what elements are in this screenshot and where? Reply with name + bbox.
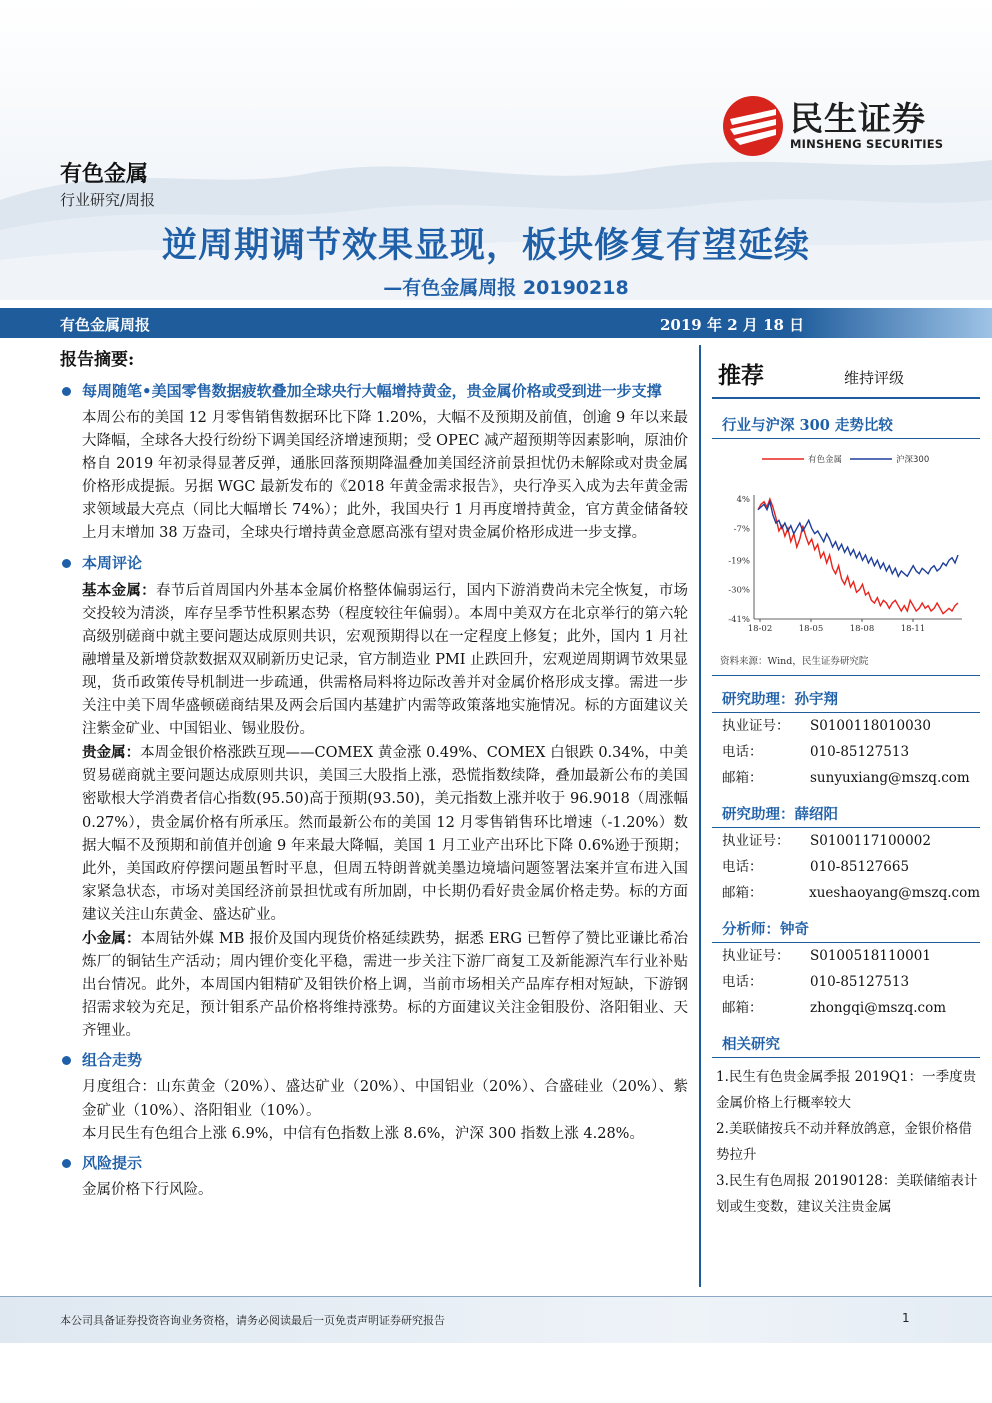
analyst-phone-row: [712, 969, 980, 995]
bullet-icon: [62, 387, 71, 396]
bar-report-date: 2019 年 2 月 18 日: [660, 316, 805, 334]
license-value: S0100518110001: [810, 948, 931, 964]
x-tick-label: 18-08: [849, 624, 875, 634]
email-label: 邮箱：: [722, 770, 763, 786]
related-research-list: [712, 1064, 980, 1220]
report-type: 行业研究/周报: [60, 191, 156, 209]
y-tick-label: -7%: [733, 524, 750, 535]
analyst-card: [712, 918, 980, 1021]
base-metals-paragraph: 基本金属：春节后首周国内外基本金属价格整体偏弱运行，国内下游消费尚未完全恢复，市场交投较为清淡，库存呈季节性积累态势（程度较往年偏弱）。本周中美双方在北京举行的第六轮高级别磋商中就主要问题达成原则共识，宏观预期得以在一定程度上修复；此外，国内 1 月社融增量及新增贷款数据双双刷新历史记录，官方制造业 PMI 止跌回升，宏观逆周期调节效果显现，货币政策传导机制进一步疏通，供需格局料将边际改善并对金属价格形成支撑。需进一步关注中美下周华盛顿磋商结果及两会后国内基建扩内需等政策落地实施情况。标的方面建议关注紫金矿业、中国铝业、锡业股份。: [82, 581, 688, 738]
analyst-email-row: [712, 765, 980, 791]
report-title: 逆周期调节效果显现，板块修复有望延续: [161, 226, 810, 266]
email-label: 邮箱：: [722, 1000, 763, 1016]
analyst-license-row: [712, 943, 980, 969]
y-tick-label: -19%: [728, 556, 750, 567]
y-tick-label: 4%: [736, 495, 750, 505]
analyst-name: 研究助理：孙宇翔: [712, 688, 980, 713]
legend-label: 有色金属: [808, 455, 843, 465]
logo-chinese: 民生证券: [790, 99, 926, 138]
bullet-icon: [62, 1056, 71, 1065]
section-weekly-review-title: 本周评论: [60, 552, 688, 575]
column-divider: [699, 345, 701, 1287]
email-value[interactable]: zhongqi@mszq.com: [810, 1000, 946, 1016]
risk-body: 金属价格下行风险。: [82, 1181, 213, 1198]
series-line: [758, 502, 958, 577]
analyst-license-row: [712, 828, 980, 854]
minsheng-logo-icon: [722, 95, 784, 157]
x-tick-label: 18-02: [747, 624, 773, 634]
section-weekly-essay-title: 每周随笔•美国零售数据疲软叠加全球央行大幅增持黄金，贵金属价格或受到进一步支撑: [60, 380, 688, 403]
portfolio-performance: 本月民生有色组合上涨 6.9%，中信有色指数上涨 8.6%，沪深 300 指数上涨 4.28%。: [82, 1125, 644, 1142]
email-label: 邮箱：: [722, 885, 763, 901]
brand-logo: [722, 95, 943, 157]
phone-value: 010-85127665: [810, 859, 910, 875]
analyst-name: 研究助理：薛绍阳: [712, 803, 980, 828]
analyst-email-row: [712, 995, 980, 1021]
chart-source: 资料来源：Wind，民生证券研究院: [712, 653, 980, 676]
email-value[interactable]: xueshaoyang@mszq.com: [809, 885, 980, 901]
analyst-phone-row: [712, 739, 980, 765]
trend-chart: [712, 439, 980, 649]
analyst-license-row: [712, 713, 980, 739]
report-subtitle: —有色金属周报 20190218: [383, 277, 629, 299]
chart-heading: 行业与沪深 300 走势比较: [712, 411, 980, 439]
summary-column: [60, 345, 688, 1202]
related-research-heading: 相关研究: [712, 1033, 980, 1058]
related-item[interactable]: 3.民生有色周报 20190128：美联储缩表计划或生变数，建议关注贵金属: [716, 1173, 978, 1215]
precious-metals-paragraph: 贵金属：本周金银价格涨跌互现——COMEX 黄金涨 0.49%、COMEX 白银跌 0.34%，中美贸易磋商就主要问题达成原则共识，美国三大股指上涨，恐慌指数续降，叠加最新公布的美国密歇根大学消费者信心指数(95.50)高于预期(93.50)，美元指数上涨并收于 96.9018（周涨幅 0.27%），贵金属价格有所承压。然而最新公布的美国 12 月零售销售环比增速（-1.20%）数据大幅不及预期和前值并创逾 9 年来最大降幅，美国 1 月工业产出环比下降 0.6%逊于预期；此外，美国政府停摆问题虽暂时平息，但周五特朗普就美墨边境墙问题签署法案并宣布进入国家紧急状态，市场对美国经济前景担忧或有所加剧，中长期仍看好贵金属价格走势。标的方面建议关注山东黄金、盛达矿业。: [82, 744, 688, 923]
minor-metals-paragraph: 小金属：本周钴外媒 MB 报价及国内现货价格延续跌势，据悉 ERG 已暂停了赞比亚谦比希冶炼厂的铜钴生产活动；周内锂价变化平稳，需进一步关注下游厂商复工及新能源汽车行业补贴出台情况。此外，本周国内钼精矿及钼铁价格上调，当前市场相关产品库存相对短缺，下游钢招需求较为充足，预计钼系产品价格将维持涨势。标的方面建议关注金钼股份、洛阳钼业、天齐锂业。: [82, 929, 688, 1040]
report-bar: [0, 308, 992, 338]
email-value[interactable]: sunyuxiang@mszq.com: [810, 770, 970, 786]
related-item[interactable]: 2.美联储按兵不动并释放鸽意，金银价格借势拉升: [716, 1121, 972, 1163]
analyst-card: [712, 688, 980, 791]
phone-label: 电话：: [722, 974, 763, 990]
rating-box: [712, 345, 980, 399]
phone-value: 010-85127513: [810, 744, 910, 760]
x-tick-label: 18-05: [798, 624, 824, 634]
logo-english: MINSHENG SECURITIES: [790, 137, 944, 151]
trend-chart-svg: [712, 439, 980, 649]
analyst-phone-row: [712, 854, 980, 880]
rating-maintain: 维持评级: [844, 369, 905, 387]
rating-recommend: 推荐: [718, 363, 764, 389]
license-label: 执业证号：: [722, 833, 790, 849]
footer-disclaimer: 本公司具备证券投资咨询业务资格，请务必阅读最后一页免责声明证券研究报告: [60, 1314, 445, 1327]
analyst-name: 分析师：钟奇: [712, 918, 980, 943]
license-label: 执业证号：: [722, 948, 790, 964]
summary-heading: 报告摘要:: [60, 350, 135, 370]
x-tick-label: 18-11: [900, 624, 926, 634]
portfolio-composition: 月度组合：山东黄金（20%）、盛达矿业（20%）、中国铝业（20%）、合盛硅业（20%）、紫金矿业（10%）、洛阳钼业（10%）。: [82, 1079, 688, 1119]
license-value: S0100117100002: [810, 833, 931, 849]
bullet-icon: [62, 559, 71, 568]
phone-label: 电话：: [722, 744, 763, 760]
bullet-icon: [62, 1159, 71, 1168]
license-label: 执业证号：: [722, 718, 790, 734]
section-portfolio-title: 组合走势: [60, 1049, 688, 1072]
phone-label: 电话：: [722, 859, 763, 875]
related-item[interactable]: 1.民生有色贵金属季报 2019Q1：一季度贵金属价格上行概率较大: [716, 1069, 977, 1111]
section-weekly-essay-body: 本周公布的美国 12 月零售销售数据环比下降 1.20%，大幅不及预期及前值，创逾 9 年以来最大降幅，全球各大投行纷纷下调美国经济增速预期；受 OPEC 减产超预期等因素影响，原油价格自 2019 年初录得显著反弹，通胀回落预期降温叠加美国经济前景担忧仍未解除或对贵金属价格形成提振。另据 WGC 最新发布的《2018 年黄金需求报告》，央行净买入成为去年黄金需求领域最大亮点（同比大幅增长 74%）；此外，我国央行 1 月再度增持黄金，官方黄金储备较上月末增加 38 万盎司，全球央行增持黄金意愿高涨有望对贵金属价格形成进一步支撑。: [82, 410, 688, 542]
page-footer: [0, 1297, 992, 1343]
analyst-card: [712, 803, 980, 906]
bar-gradient: [792, 308, 992, 338]
bar-report-name: 有色金属周报: [60, 316, 151, 334]
industry-label: 有色金属: [60, 162, 149, 187]
y-tick-label: -41%: [728, 615, 750, 625]
analyst-email-row: [712, 880, 980, 906]
legend-label: 沪深300: [896, 455, 930, 465]
y-tick-label: -30%: [728, 585, 750, 596]
page-number: 1: [902, 1311, 910, 1325]
license-value: S0100118010030: [810, 718, 931, 734]
section-risk-title: 风险提示: [60, 1152, 688, 1175]
sidebar-column: [712, 345, 980, 1220]
phone-value: 010-85127513: [810, 974, 910, 990]
